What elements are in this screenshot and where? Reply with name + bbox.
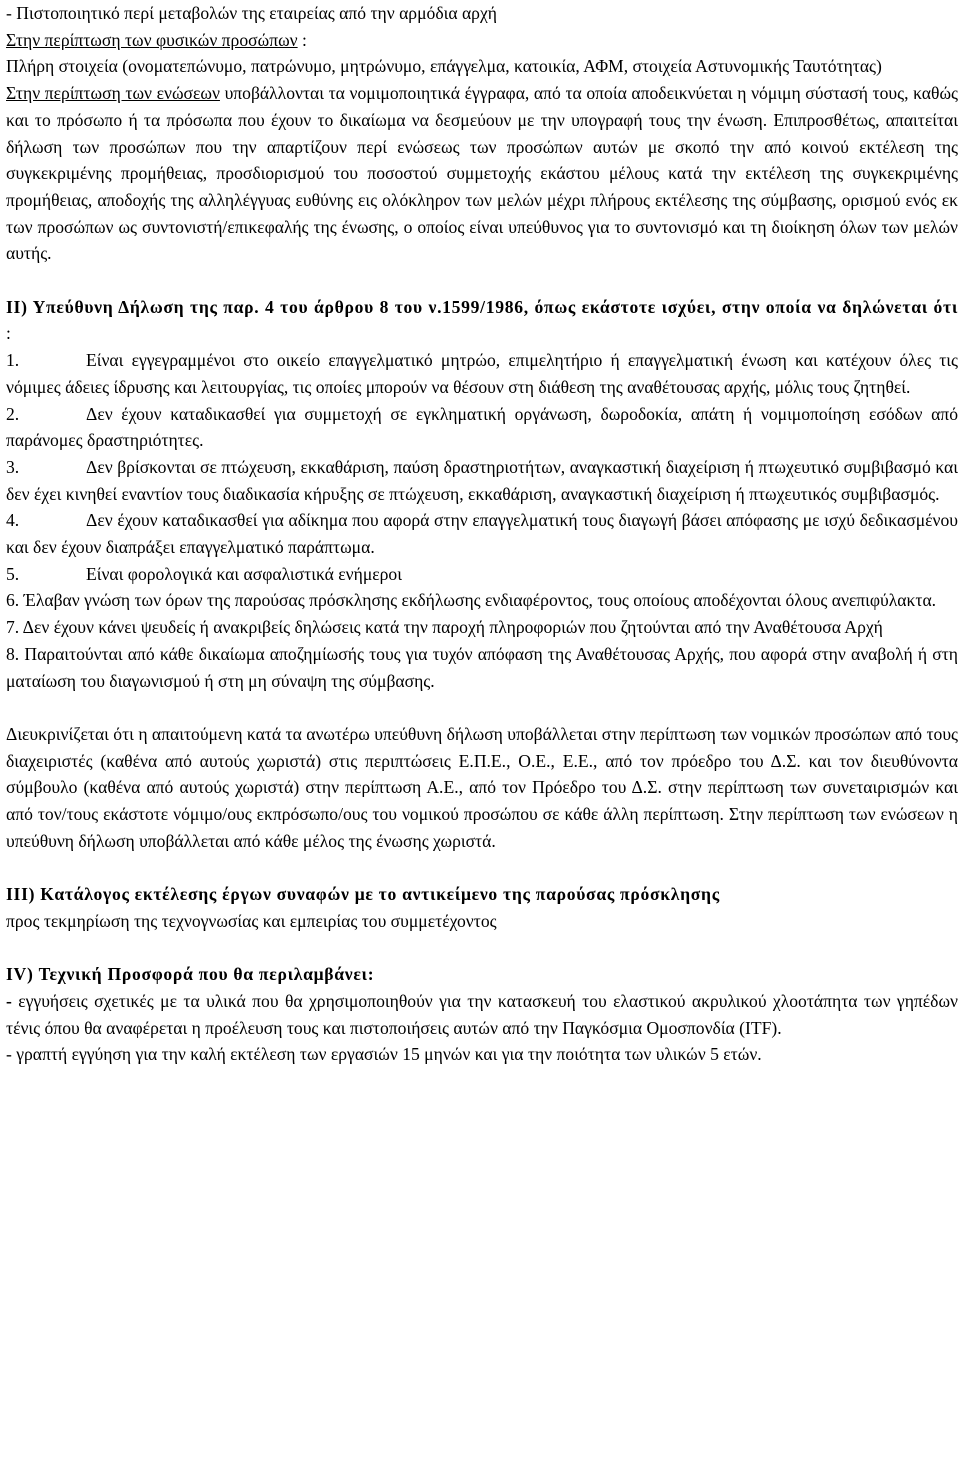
spacer xyxy=(6,935,958,962)
list-item xyxy=(6,614,958,641)
item-number: 2. xyxy=(6,403,20,424)
natural-persons-details: Πλήρη στοιχεία (ονοματεπώνυμο, πατρώνυμο, μητρώνυμο, επάγγελμα, κατοικία, ΑΦΜ, στοιχεία Αστυνομικής Ταυτότητας) xyxy=(6,56,882,77)
section3-title: ΙΙΙ) Κατάλογος εκτέλεσης έργων συναφών με το αντικείμενο της παρούσας πρόσκλησης xyxy=(6,884,720,905)
list-item xyxy=(6,401,958,454)
list-item xyxy=(6,587,958,614)
item-text: εγγυήσεις σχετικές με τα υλικά που θα χρησιμοποιηθούν για την κατασκευή του ελαστικού ακρυλικού χλοοτάπητα των γηπέδων τένις όπου θα αναφέρεται η προέλευση τους και πιστοποιήσεις αυτών από την Παγκόσμια Ομοσπονδία (ITF). xyxy=(6,990,958,1038)
item-number: 8. xyxy=(6,643,20,664)
section2-colon: : xyxy=(6,323,12,344)
spacer xyxy=(6,694,958,721)
item-text: γραπτή εγγύηση για την καλή εκτέλεση των εργασιών 15 μηνών και για την ποιότητα των υλικών 5 ετών. xyxy=(11,1044,762,1065)
clarification-paragraph: Διευκρινίζεται ότι η απαιτούμενη κατά τα ανωτέρω υπεύθυνη δήλωση υποβάλλεται στην περίπτωση των νομικών προσώπων από τους διαχειριστές (καθένα από αυτούς χωριστά) στις περιπτώσεις Ε.Π.Ε., Ο.Ε., Ε.Ε., από τον πρόεδρο του Δ.Σ. και τον διευθύνοντα σύμβουλο (καθένα από αυτούς χωριστά) στην περίπτωση Α.Ε., από τον Πρόεδρο του Δ.Σ. στην περίπτωση των συνεταιρισμών και από τον/τους εκάστοτε νόμιμο/ους εκπρόσωπο/ους του νομικού προσώπου σε κάθε άλλη περίπτωση. Στην περίπτωση των ενώσεων η υπεύθυνη δήλωση υποβάλλεται από κάθε μέλος της ένωσης χωριστά. xyxy=(6,723,958,851)
item-text: Δεν έχουν καταδικασθεί για αδίκημα που αφορά στην επαγγελματική τους διαγωγή βάσει απόφασης με ισχύ δεδικασμένου και δεν έχουν διαπράξει επαγγελματικό παράπτωμα. xyxy=(6,510,958,558)
natural-persons-colon: : xyxy=(297,29,307,50)
item-text: Είναι φορολογικά και ασφαλιστικά ενήμεροι xyxy=(86,563,402,584)
section2-title-line xyxy=(6,294,958,347)
natural-persons-line xyxy=(6,27,958,54)
unions-text: υποβάλλονται τα νομιμοποιητικά έγγραφα, από τα οποία αποδεικνύεται η νόμιμη σύστασή τους, καθώς και το πρόσωπο ή τα πρόσωπα που έχουν το δικαίωμα να δεσμεύουν με την υπογραφή τους την ένωση. Επιπροσθέτως, απαιτείται δήλωση των προσώπων που την απαρτίζουν περί ενώσεως των προσώπων αυτών με σκοπό την από κοινού εκτέλεση της συγκεκριμένης προμήθειας, προσδιορισμού του ποσοστού συμμετοχής εκάστου μέλους κατά την εκτέλεση της συγκεκριμένης προμήθειας, αποδοχής της αλληλέγγυας ευθύνης εις ολόκληρον των μελών μέχρι πλήρους εκτέλεσης της σύμβασης, ορισμού ενός εκ των προσώπων ως συντονιστή/επικεφαλής της ένωσης, ο οποίος είναι υπεύθυνος για το συντονισμό και τη διοίκηση όλων των μελών αυτής. xyxy=(6,83,958,264)
item-number: 1. xyxy=(6,350,20,371)
natural-persons-heading: Στην περίπτωση των φυσικών προσώπων xyxy=(6,29,298,50)
item-number: 5. xyxy=(6,563,20,584)
item-dash: - xyxy=(6,1044,12,1065)
certificate-changes: - Πιστοποιητικό περί μεταβολών της εταιρείας από την αρμόδια αρχή xyxy=(6,3,497,23)
section4-title: IV) Τεχνική Προσφορά που θα περιλαμβάνει: xyxy=(6,964,375,985)
item-number: 7. xyxy=(6,617,20,638)
section4-item xyxy=(6,1041,958,1068)
item-number: 3. xyxy=(6,456,20,477)
item-text: Δεν έχουν κάνει ψευδείς ή ανακριβείς δηλώσεις κατά την παροχή πληροφοριών που ζητούνται από την Αναθέτουσα Αρχή xyxy=(22,617,883,638)
item-text: Είναι εγγεγραμμένοι στο οικείο επαγγελματικό μητρώο, επιμελητήριο ή επαγγελματική ένωση και κατέχουν όλες τις νόμιμες άδειες ίδρυσης και λειτουργίας, τις οποίες μπορούν να θέσουν στη διάθεση της αναθέτουσας αρχής, μόλις τους ζητηθεί. xyxy=(6,350,958,397)
item-dash: - xyxy=(6,990,12,1011)
item-number: 4. xyxy=(6,510,20,531)
section3-text: προς τεκμηρίωση της τεχνογνωσίας και εμπειρίας του συμμετέχοντος xyxy=(6,910,497,931)
item-number: 6. xyxy=(6,590,20,611)
unions-paragraph xyxy=(6,80,958,267)
spacer xyxy=(6,267,958,294)
item-text: Παραιτούνται από κάθε δικαίωμα αποζημίωσής τους για τυχόν απόφαση της Αναθέτουσας Αρχής, που αφορά στην αναβολή ή στη ματαίωση του διαγωνισμού ή στη μη σύναψη της σύμβασης. xyxy=(6,643,958,691)
section4-item xyxy=(6,988,958,1041)
list-item xyxy=(6,454,958,507)
item-text: Δεν βρίσκονται σε πτώχευση, εκκαθάριση, παύση δραστηριοτήτων, αναγκαστική διαχείριση ή πτωχευτικό συμβιβασμό και δεν έχει κινηθεί εναντίον τους διαδικασία κήρυξης σε πτώχευση, εκκαθάριση, αναγκαστική διαχείριση ή πτωχευτικός συμβιβασμός. xyxy=(6,456,958,504)
list-item xyxy=(6,641,958,694)
item-text: Δεν έχουν καταδικασθεί για συμμετοχή σε εγκληματική οργάνωση, δωροδοκία, απάτη ή νομιμοποίηση εσόδων από παράνομες δραστηριότητες. xyxy=(6,403,958,451)
list-item xyxy=(6,561,958,588)
spacer xyxy=(6,854,958,881)
unions-heading: Στην περίπτωση των ενώσεων xyxy=(6,83,220,104)
section2-title: ΙΙ) Υπεύθυνη Δήλωση της παρ. 4 του άρθρου 8 του ν.1599/1986, όπως εκάστοτε ισχύει, στην οποία να δηλώνεται ότι xyxy=(6,296,958,317)
declarations-list xyxy=(6,347,958,694)
list-item xyxy=(6,347,958,400)
list-item xyxy=(6,507,958,560)
item-text: Έλαβαν γνώση των όρων της παρούσας πρόσκλησης εκδήλωσης ενδιαφέροντος, τους οποίους αποδέχονται όλους ανεπιφύλακτα. xyxy=(23,590,937,611)
